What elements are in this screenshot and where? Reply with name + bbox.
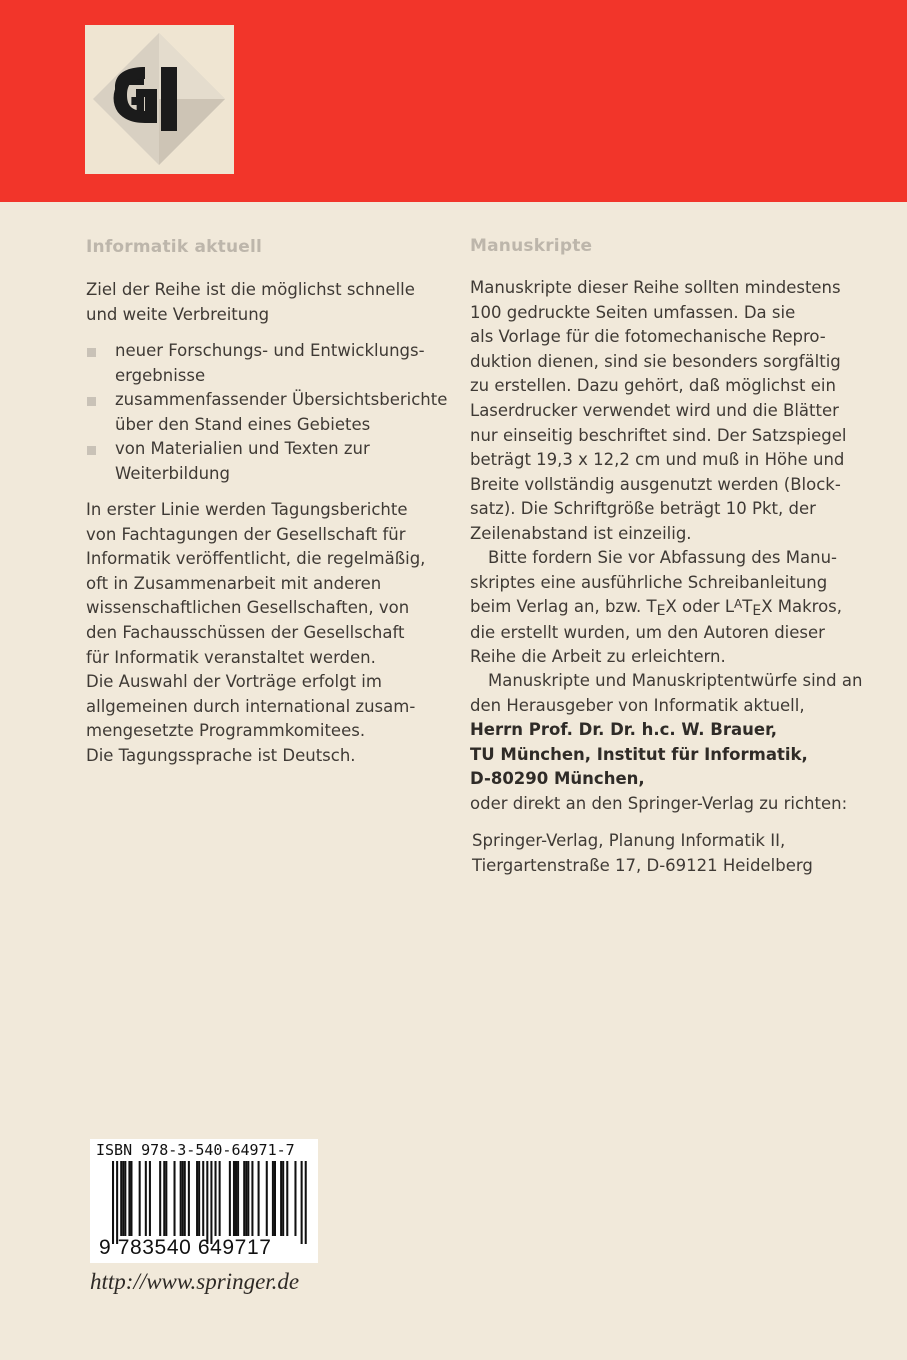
- barcode-bar: [149, 1161, 151, 1236]
- barcode-bar: [280, 1161, 282, 1236]
- barcode-bar: [128, 1161, 130, 1236]
- ean-digits: 9 783540 649717: [99, 1236, 272, 1259]
- barcode-bar: [233, 1161, 235, 1236]
- text-line: oft in Zusammenarbeit mit anderen: [86, 573, 382, 593]
- barcode-bar: [272, 1161, 274, 1236]
- text-fragment: beim Verlag an, bzw.: [470, 597, 647, 617]
- text-line: skriptes eine ausführliche Schreibanleitung: [470, 572, 828, 592]
- barcode-bar: [247, 1161, 249, 1236]
- left-intro-paragraph: [86, 278, 415, 327]
- barcode-bar: [243, 1161, 245, 1236]
- latex-letter: A: [734, 597, 743, 612]
- barcode-bar: [215, 1161, 217, 1236]
- list-item: [86, 388, 447, 437]
- barcode-bar: [274, 1161, 276, 1236]
- barcode-bar: [251, 1161, 253, 1236]
- bullet-square-icon: [87, 446, 96, 455]
- barcode-bar: [174, 1161, 176, 1236]
- bullet-square-icon: [87, 397, 96, 406]
- editor-address-line: TU München, Institut für Informatik,: [470, 744, 808, 764]
- latex-letter: E: [752, 603, 762, 620]
- barcode-bar: [301, 1161, 303, 1244]
- barcode-bar: [120, 1161, 122, 1236]
- barcode-bar: [159, 1161, 161, 1236]
- text-line: über den Stand eines Gebietes: [115, 414, 371, 434]
- barcode-bar: [219, 1161, 221, 1236]
- barcode-bar: [122, 1161, 124, 1236]
- barcode-bar: [139, 1161, 141, 1236]
- barcode-bar: [282, 1161, 284, 1236]
- list-item: [86, 437, 447, 486]
- text-line: mengesetzte Programmkomitees.: [86, 721, 366, 741]
- text-line: Manuskripte und Manuskriptentwürfe sind an: [488, 671, 863, 690]
- text-line: zusammenfassender Übersichtsberichte: [115, 390, 448, 410]
- barcode-bar: [188, 1161, 190, 1236]
- text-line: zu erstellen. Dazu gehört, daß möglichst ein: [470, 376, 836, 396]
- text-line: ergebnisse: [115, 365, 206, 385]
- text-line: neuer Forschungs- und Entwicklungs-: [115, 341, 425, 360]
- barcode-bar: [235, 1161, 237, 1236]
- barcode-bar: [210, 1161, 212, 1244]
- barcode-bar: [182, 1161, 184, 1236]
- text-fragment: Makros,: [772, 597, 843, 617]
- barcode-bar: [124, 1161, 126, 1236]
- text-line: allgemeinen durch international zusam-: [86, 696, 416, 716]
- text-line: wissenschaftlichen Gesellschaften, von: [86, 598, 410, 618]
- tex-letter: X: [665, 597, 677, 617]
- text-line: für Informatik veranstaltet werden.: [86, 647, 376, 667]
- barcode-bar: [165, 1161, 167, 1236]
- barcode-bar: [198, 1161, 200, 1236]
- text-line: satz). Die Schriftgröße beträgt 10 Pkt, der: [470, 499, 816, 519]
- barcode-bar: [180, 1161, 182, 1236]
- text-line: nur einseitig beschriftet sind. Der Satzspiegel: [470, 425, 847, 445]
- barcode-bar: [202, 1161, 204, 1236]
- text-line: Die Auswahl der Vorträge erfolgt im: [86, 672, 382, 692]
- manuscript-requirements-paragraph: [470, 276, 846, 547]
- text-line: von Fachtagungen der Gesellschaft für: [86, 524, 406, 544]
- barcode-bar: [130, 1161, 132, 1236]
- tex-logo: [646, 597, 677, 620]
- latex-letter: T: [742, 597, 753, 617]
- text-line-tex: [470, 595, 842, 621]
- text-line: Zeilenabstand ist einzeilig.: [470, 523, 692, 543]
- text-line: und weite Verbreitung: [86, 304, 270, 324]
- text-line: den Herausgeber von Informatik aktuell,: [470, 695, 805, 715]
- barcode-bar: [245, 1161, 247, 1236]
- tex-letter: E: [656, 603, 666, 620]
- text-line: die erstellt wurden, um den Autoren dieser: [470, 622, 825, 642]
- tex-letter: T: [646, 597, 657, 617]
- bullet-square-icon: [87, 348, 96, 357]
- text-line: oder direkt an den Springer-Verlag zu richten:: [470, 793, 848, 813]
- text-line: Tiergartenstraße 17, D-69121 Heidelberg: [472, 855, 813, 875]
- barcode-bar: [294, 1161, 296, 1236]
- publisher-address: [472, 829, 813, 878]
- right-column-heading: Manuskripte: [470, 236, 593, 256]
- publisher-url[interactable]: http://www.springer.de: [90, 1269, 300, 1294]
- text-line: als Vorlage für die fotomechanische Repro-: [470, 327, 826, 347]
- text-line: duktion dienen, sind sie besonders sorgfältig: [470, 351, 841, 371]
- gi-logo: [85, 25, 234, 174]
- text-line: beträgt 19,3 x 12,2 cm und muß in Höhe und: [470, 450, 845, 470]
- isbn-label: ISBN 978-3-540-64971-7: [96, 1141, 295, 1159]
- text-line: Reihe die Arbeit zu erleichtern.: [470, 647, 726, 667]
- barcode-bar: [196, 1161, 198, 1236]
- instructions-paragraph: [470, 546, 842, 670]
- text-line: 100 gedruckte Seiten umfassen. Da sie: [470, 302, 796, 322]
- text-line: Manuskripte dieser Reihe sollten mindestens: [470, 278, 841, 297]
- text-line: Informatik veröffentlicht, die regelmäßig,: [86, 549, 426, 569]
- barcode-bar: [286, 1161, 288, 1236]
- text-line: den Fachausschüssen der Gesellschaft: [86, 622, 405, 642]
- text-line: Laserdrucker verwendet wird und die Blätter: [470, 400, 839, 420]
- text-line: von Materialien und Texten zur: [115, 439, 370, 459]
- text-line: Springer-Verlag, Planung Informatik II,: [472, 831, 786, 850]
- barcode-bar: [237, 1161, 239, 1236]
- text-line: Ziel der Reihe ist die möglichst schnelle: [86, 280, 415, 299]
- text-line: In erster Linie werden Tagungsberichte: [86, 500, 408, 519]
- latex-logo: [724, 597, 773, 620]
- barcode-bar: [305, 1161, 307, 1244]
- list-item: [86, 339, 447, 388]
- bullet-list: [86, 339, 447, 487]
- text-line: Die Tagungssprache ist Deutsch.: [86, 745, 356, 765]
- barcode-bar: [258, 1161, 260, 1236]
- submission-paragraph: [470, 669, 862, 817]
- text-line: Weiterbildung: [115, 463, 230, 483]
- isbn-barcode: [90, 1139, 318, 1263]
- barcode-bar: [116, 1161, 118, 1244]
- text-fragment: oder: [676, 597, 725, 617]
- text-line: Bitte fordern Sie vor Abfassung des Manu-: [488, 548, 837, 567]
- barcode-bar: [184, 1161, 186, 1236]
- editor-address-line: Herrn Prof. Dr. Dr. h.c. W. Brauer,: [470, 720, 778, 740]
- editor-address-line: D-80290 München,: [470, 769, 645, 789]
- left-body-paragraph: [86, 498, 425, 769]
- barcode-bar: [206, 1161, 208, 1244]
- latex-letter: L: [724, 597, 735, 617]
- barcode-bar: [266, 1161, 268, 1236]
- barcode-bar: [112, 1161, 114, 1244]
- barcode-bar: [229, 1161, 231, 1236]
- barcode-bar: [145, 1161, 147, 1236]
- left-column-heading: Informatik aktuell: [86, 237, 263, 257]
- text-line: Breite vollständig ausgenutzt werden (Block-: [470, 474, 841, 494]
- barcode-bar: [163, 1161, 165, 1236]
- gi-logo-icon: [85, 25, 234, 174]
- latex-letter: X: [761, 597, 773, 617]
